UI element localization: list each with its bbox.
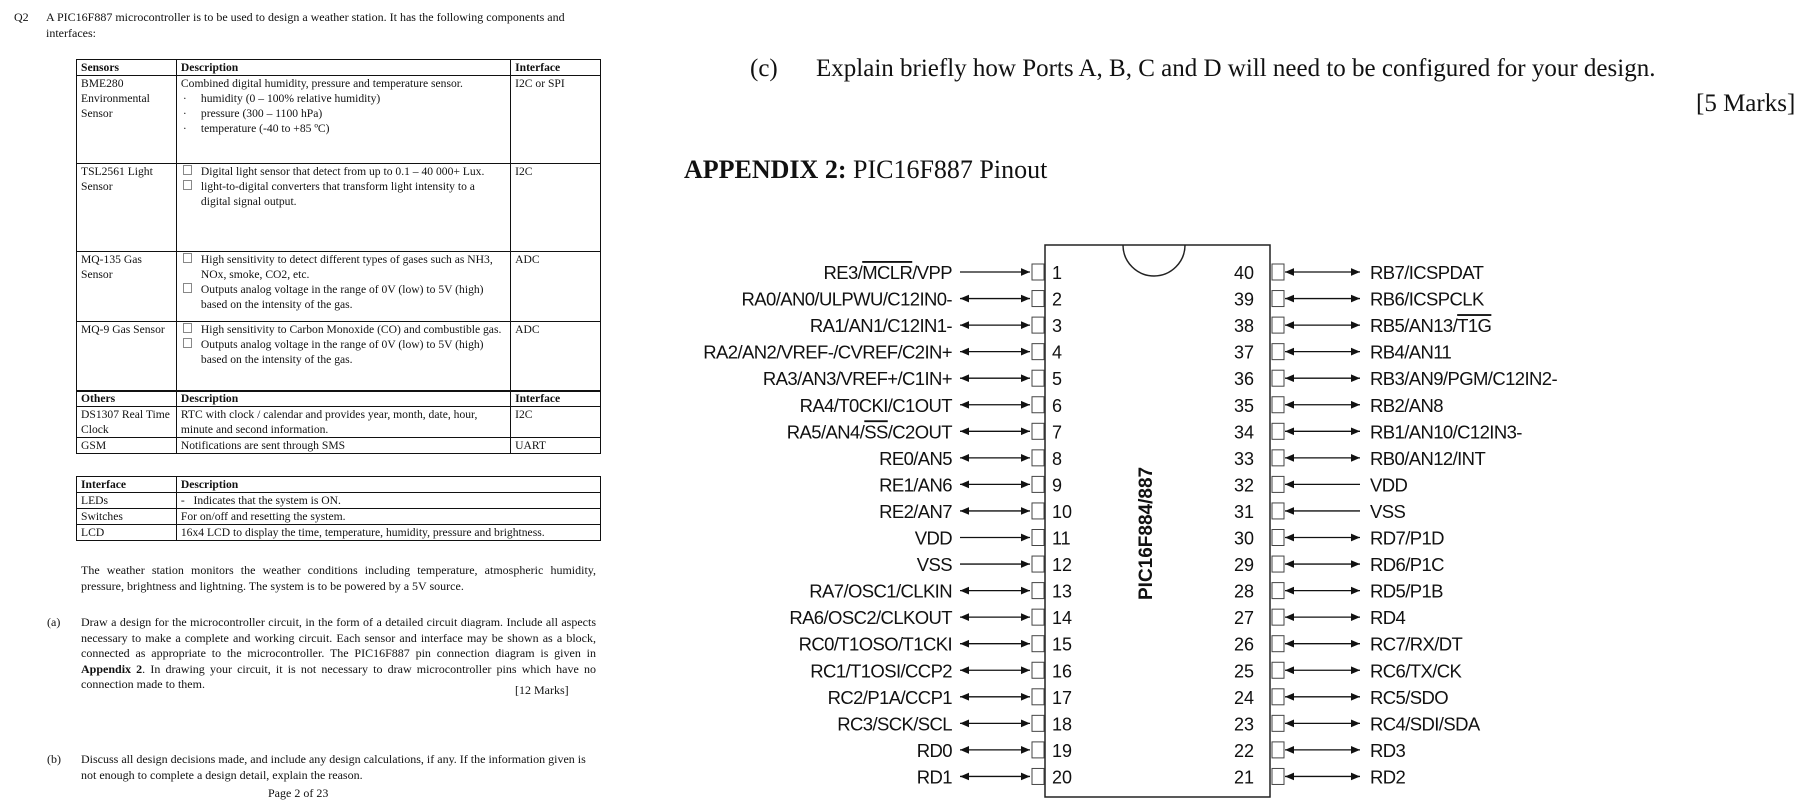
pin-number: 14 — [1052, 608, 1073, 629]
sensors-table — [76, 59, 601, 392]
pin-label: RD7/P1D — [1370, 527, 1444, 549]
sensor-interface: ADC — [511, 252, 601, 322]
pin-label: RC5/SDO — [1370, 686, 1449, 708]
sensor-name: MQ-135 Gas Sensor — [77, 252, 177, 322]
pin-number: 3 — [1052, 316, 1063, 337]
pin-number: 31 — [1233, 501, 1254, 522]
pin-box — [1272, 556, 1284, 572]
pin-number: 11 — [1052, 528, 1071, 549]
pin-number: 21 — [1233, 767, 1254, 788]
pin-label: VSS — [916, 554, 952, 576]
sensor-description — [176, 164, 510, 252]
pin-number: 8 — [1052, 448, 1063, 469]
pin-box — [1032, 317, 1044, 333]
pin-number: 1 — [1052, 263, 1063, 283]
pin-number: 7 — [1052, 422, 1063, 443]
table-row — [77, 76, 601, 164]
question-page — [0, 0, 620, 807]
part-a-label: (a) — [47, 615, 61, 629]
pin-label: RE1/AN6 — [879, 474, 952, 496]
header-cell: Interface — [77, 477, 177, 493]
pin-box — [1272, 423, 1284, 439]
table-header-row — [77, 391, 601, 407]
overline-signal: MCLR — [862, 262, 913, 283]
other-description: Notifications are sent through SMS — [176, 438, 510, 454]
pin-label: RA3/AN3/VREF+/C1IN+ — [762, 368, 952, 390]
pin-box — [1032, 530, 1044, 546]
sensor-name: BME280 Environmental Sensor — [77, 76, 177, 164]
pin-box — [1032, 768, 1044, 784]
part-c-label: (c) — [750, 55, 778, 82]
interface-table — [76, 476, 601, 541]
description-text: Combined digital humidity, pressure and temperature sensor. — [180, 77, 463, 90]
pin-box — [1032, 715, 1044, 731]
part-a-text: Draw a design for the microcontroller circuit, in the form of a detailed circuit diagram. Include all aspects necessary to make a complete and working circuit. Each sensor and interface may be shown as a block, connected as appropriate to the microcontroller. The PIC16F887 pin connection diagram is given in Appendix 2. In drawing your circuit, it is not necessary to draw microcontroller pins which have no connection made to them. — [81, 615, 596, 691]
sensor-name: TSL2561 Light Sensor — [77, 164, 177, 252]
pin-box — [1032, 264, 1044, 280]
appendix-page — [680, 0, 1807, 807]
part-c-marks: [5 Marks] — [1696, 90, 1796, 117]
pin-number: 25 — [1233, 661, 1254, 682]
sensor-interface: I2C or SPI — [511, 76, 601, 164]
header-cell: Description — [176, 477, 600, 493]
pin-label: RB1/AN10/C12IN3- — [1370, 421, 1522, 443]
pin-label: RB2/AN8 — [1370, 394, 1443, 416]
pin-box — [1272, 503, 1284, 519]
pin-label: RD3 — [1370, 739, 1406, 761]
part-a-marks: [12 Marks] — [515, 683, 569, 697]
table-row — [77, 252, 601, 322]
pin-number: 5 — [1052, 369, 1063, 390]
table-row — [77, 438, 601, 454]
list-item: High sensitivity to detect different types of gases such as NH3, NOx, smoke, CO2, etc. — [181, 252, 506, 282]
interface-description: For on/off and resetting the system. — [176, 509, 600, 525]
others-table — [76, 390, 601, 454]
list-item: High sensitivity to Carbon Monoxide (CO) and combustible gas. — [181, 322, 506, 337]
pin-box — [1032, 291, 1044, 307]
pin-number: 9 — [1052, 475, 1063, 496]
table-row — [77, 525, 601, 541]
pin-box — [1272, 476, 1284, 492]
pin-label: RD2 — [1370, 766, 1406, 788]
pin-number: 19 — [1052, 740, 1073, 761]
pin-label: RA4/T0CKI/C1OUT — [799, 394, 952, 416]
pin-box — [1032, 450, 1044, 466]
pin-box — [1272, 715, 1284, 731]
pin-label: RA7/OSC1/CLKIN — [809, 580, 952, 602]
pin-number: 20 — [1052, 767, 1073, 788]
sensor-description — [176, 322, 510, 392]
pin-label: RD5/P1B — [1370, 580, 1443, 602]
pin-number: 13 — [1052, 581, 1073, 602]
other-interface: UART — [511, 438, 601, 454]
list-item: Digital light sensor that detect from up to 0.1 – 40 000+ Lux. — [181, 164, 506, 179]
pin-box — [1032, 423, 1044, 439]
header-cell: Interface — [511, 60, 601, 76]
pin-number: 29 — [1233, 555, 1254, 576]
pin-label: RC7/RX/DT — [1370, 633, 1463, 655]
pin-number: 24 — [1233, 687, 1254, 708]
pin-label: RD4 — [1370, 607, 1406, 629]
question-intro: A PIC16F887 microcontroller is to be used to design a weather station. It has the following components and interfaces: — [46, 10, 565, 40]
sensor-name: MQ-9 Gas Sensor — [77, 322, 177, 392]
other-name: GSM — [77, 438, 177, 454]
header-cell: Others — [77, 391, 177, 407]
pin-number: 35 — [1233, 395, 1254, 416]
pinout-diagram — [680, 0, 1807, 807]
list-item: Outputs analog voltage in the range of 0V (low) to 5V (high) based on the intensity of the gas. — [181, 282, 506, 312]
overline-signal: T1G — [1457, 315, 1492, 337]
bullet-box-icon — [183, 253, 192, 263]
pin-label: VDD — [914, 527, 952, 549]
other-name: DS1307 Real Time Clock — [77, 407, 177, 438]
overline-signal: SS — [864, 421, 888, 443]
header-cell: Sensors — [77, 60, 177, 76]
part-b-label: (b) — [47, 752, 61, 766]
pin-label: RB5/AN13/T1G — [1370, 315, 1492, 337]
appendix-title: APPENDIX 2: PIC16F887 Pinout — [684, 155, 1048, 184]
pin-number: 38 — [1233, 316, 1254, 337]
pin-number: 22 — [1233, 740, 1254, 761]
pin-label: RB7/ICSPDAT — [1370, 262, 1484, 283]
table-row — [77, 493, 601, 509]
pin-label: RA1/AN1/C12IN1- — [809, 315, 952, 337]
pin-box — [1032, 583, 1044, 599]
sensor-description — [176, 76, 510, 164]
part-b-text: Discuss all design decisions made, and include any design calculations, if any. If the information given is not enough to complete a design detail, explain the reason. — [81, 752, 586, 782]
pin-label: RC4/SDI/SDA — [1370, 713, 1480, 735]
pin-number: 18 — [1052, 714, 1073, 735]
pin-box — [1032, 662, 1044, 678]
pin-label: RC1/T1OSI/CCP2 — [810, 660, 952, 682]
pin-box — [1032, 397, 1044, 413]
pin-label: RD1 — [916, 766, 952, 788]
pin-label: RC6/TX/CK — [1370, 660, 1462, 682]
pin-number: 37 — [1233, 342, 1254, 363]
pin-box — [1032, 344, 1044, 360]
pin-label: RC0/T1OSO/T1CKI — [798, 633, 952, 655]
bullet-box-icon — [183, 180, 192, 190]
pin-number: 10 — [1052, 501, 1073, 522]
pin-number: 27 — [1233, 608, 1254, 629]
bullet-box-icon — [183, 338, 192, 348]
pin-label: VDD — [1370, 474, 1408, 496]
table-row — [77, 322, 601, 392]
pin-box — [1032, 556, 1044, 572]
pin-label: RE2/AN7 — [879, 500, 952, 522]
sensor-interface: I2C — [511, 164, 601, 252]
chip-part-label: PIC16F884/887 — [1136, 466, 1157, 600]
pin-label: RA5/AN4/SS/C2OUT — [786, 421, 952, 443]
bullet-box-icon — [183, 283, 192, 293]
table-header-row — [77, 477, 601, 493]
list-item: · pressure (300 – 1100 hPa) — [182, 107, 323, 120]
pin-label: RA2/AN2/VREF-/CVREF/C2IN+ — [703, 341, 952, 363]
pin-box — [1272, 662, 1284, 678]
pin-number: 2 — [1052, 289, 1063, 310]
pin-number: 4 — [1052, 342, 1063, 363]
pin-label: RD6/P1C — [1370, 554, 1444, 576]
pin-box — [1032, 689, 1044, 705]
pin-label: RA0/AN0/ULPWU/C12IN0- — [741, 288, 952, 310]
pin-label: RC3/SCK/SCL — [837, 713, 952, 735]
pin-box — [1272, 370, 1284, 386]
header-cell: Interface — [511, 391, 601, 407]
pin-box — [1272, 530, 1284, 546]
pin-number: 32 — [1233, 475, 1254, 496]
pin-number: 17 — [1052, 687, 1073, 708]
other-interface: I2C — [511, 407, 601, 438]
pin-number: 28 — [1233, 581, 1254, 602]
pin-label: RB6/ICSPCLK — [1370, 288, 1484, 310]
pin-number: 12 — [1052, 555, 1073, 576]
system-summary: The weather station monitors the weather conditions including temperature, atmospheric humidity, pressure, brightness and lightning. The system is to be powered by a 5V source. — [81, 563, 596, 593]
bullet-box-icon — [183, 323, 192, 333]
pin-label: RC2/P1A/CCP1 — [827, 686, 952, 708]
header-cell: Description — [176, 60, 510, 76]
table-row — [77, 509, 601, 525]
pin-number: 30 — [1233, 528, 1254, 549]
pin-label: RA6/OSC2/CLKOUT — [789, 607, 952, 629]
part-c-text: Explain briefly how Ports A, B, C and D will need to be configured for your design. — [816, 55, 1656, 82]
pinout-svg — [680, 0, 1807, 807]
header-cell: Description — [176, 391, 510, 407]
pin-number: 36 — [1233, 369, 1254, 390]
interface-name: LEDs — [77, 493, 177, 509]
sensor-description — [176, 252, 510, 322]
table-row — [77, 407, 601, 438]
pin-box — [1032, 742, 1044, 758]
pin-label: RB4/AN11 — [1370, 341, 1452, 363]
interface-description: - Indicates that the system is ON. — [176, 493, 600, 509]
pin-box — [1032, 609, 1044, 625]
interface-description: 16x4 LCD to display the time, temperature, humidity, pressure and brightness. — [176, 525, 600, 541]
pin-number: 15 — [1052, 634, 1073, 655]
interface-name: Switches — [77, 509, 177, 525]
pin-box — [1272, 317, 1284, 333]
pin-number: 39 — [1233, 289, 1254, 310]
list-item: light-to-digital converters that transform light intensity to a digital signal output. — [181, 179, 506, 209]
pin-number: 33 — [1233, 448, 1254, 469]
question-number: Q2 — [14, 10, 29, 24]
pin-number: 23 — [1233, 714, 1254, 735]
other-description: RTC with clock / calendar and provides year, month, date, hour, minute and second information. — [176, 407, 510, 438]
interface-name: LCD — [77, 525, 177, 541]
pin-box — [1032, 636, 1044, 652]
pin-number: 16 — [1052, 661, 1073, 682]
pin-box — [1272, 397, 1284, 413]
pin-box — [1272, 344, 1284, 360]
pin-label: RD0 — [916, 739, 952, 761]
pin-number: 34 — [1233, 422, 1254, 443]
pin-box — [1032, 476, 1044, 492]
pin-number: 6 — [1052, 395, 1063, 416]
sensor-interface: ADC — [511, 322, 601, 392]
pin-label: RE3/MCLR/VPP — [823, 262, 952, 283]
pin-box — [1272, 450, 1284, 466]
pin-label: RB0/AN12/INT — [1370, 447, 1486, 469]
bullet-box-icon — [183, 165, 192, 175]
list-item: · humidity (0 – 100% relative humidity) — [182, 92, 381, 105]
pin-box — [1272, 291, 1284, 307]
page-footer: Page 2 of 23 — [268, 786, 329, 800]
pin-label: RE0/AN5 — [879, 447, 952, 469]
pin-label: VSS — [1370, 500, 1406, 522]
pin-number: 40 — [1233, 263, 1254, 283]
pin-label: RB3/AN9/PGM/C12IN2- — [1370, 368, 1558, 390]
pin-box — [1272, 636, 1284, 652]
list-item: · temperature (-40 to +85 ºC) — [182, 122, 330, 135]
table-row — [77, 164, 601, 252]
pin-box — [1272, 768, 1284, 784]
pin-box — [1272, 264, 1284, 280]
pin-box — [1032, 370, 1044, 386]
pin-number: 26 — [1233, 634, 1254, 655]
pin-box — [1032, 503, 1044, 519]
pin-box — [1272, 609, 1284, 625]
list-item: Outputs analog voltage in the range of 0V (low) to 5V (high) based on the intensity of the gas. — [181, 337, 506, 367]
pin-box — [1272, 689, 1284, 705]
table-header-row — [77, 60, 601, 76]
pin-box — [1272, 742, 1284, 758]
pin-box — [1272, 583, 1284, 599]
